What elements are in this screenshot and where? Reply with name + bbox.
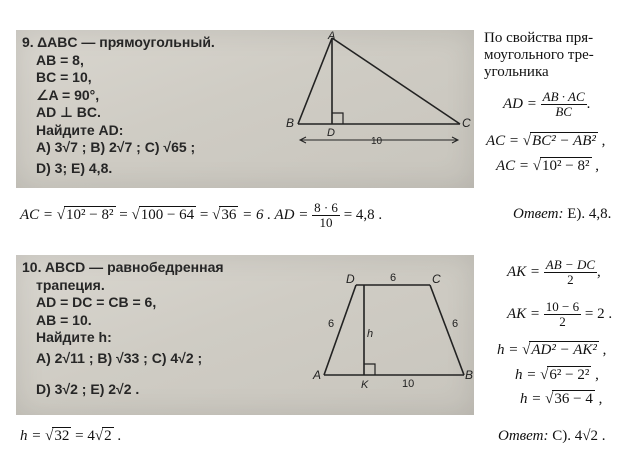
formula-tail: ,: [591, 367, 599, 383]
numerator: AB · AC: [542, 89, 585, 104]
denominator: 10: [319, 215, 333, 230]
formula-tail: ,: [598, 342, 607, 358]
formula-ak: [507, 258, 601, 287]
vertex-label: A: [328, 30, 336, 42]
formula-part: = √: [196, 206, 221, 223]
given-line: ∠A = 90°,: [36, 86, 100, 103]
radicand: 2: [104, 428, 112, 444]
denominator: 2: [567, 272, 574, 287]
numerator: AB − DC: [545, 257, 596, 272]
problem-9-text: [22, 34, 215, 177]
problem-number: 10.: [22, 259, 42, 275]
answer-10: [498, 428, 605, 445]
given-line: AB = 8,: [36, 51, 84, 68]
radicand: 10² − 8²: [66, 206, 114, 223]
answer-9: [513, 206, 611, 223]
vertex-label: B: [465, 368, 474, 382]
radicand: 32: [54, 428, 70, 444]
radicand: 6² − 2²: [549, 367, 590, 383]
options-line: D) 3√2 ; E) 2√2 .: [36, 381, 140, 397]
formula-ac: [486, 133, 605, 150]
formula-tail: = 2 .: [584, 305, 613, 322]
formula-tail: .: [586, 95, 591, 112]
answer-value: C). 4√2 .: [548, 428, 606, 444]
formula-lhs: AK =: [507, 263, 541, 280]
vertex-label: D: [346, 272, 355, 286]
fraction: [312, 201, 340, 230]
triangle-figure: [278, 30, 474, 155]
numerator: 10 − 6: [545, 299, 580, 314]
denominator: 2: [559, 314, 566, 329]
formula-tail: ,: [597, 263, 601, 280]
vertex-label: B: [286, 116, 295, 130]
problem-title: ABCD — равнобедренная: [44, 259, 224, 275]
given-line: BC = 10,: [36, 69, 92, 85]
numerator: 8 · 6: [314, 200, 338, 215]
answer-label: Ответ:: [498, 428, 549, 444]
options-line: A) 3√7 ; B) 2√7 ; C) √65 ;: [36, 139, 196, 155]
problem-10-photo: [16, 255, 474, 415]
formula-part: = 6 . AD =: [238, 206, 309, 223]
problem-title: ΔABC — прямоугольный.: [37, 34, 215, 50]
formula-lhs: AC = √: [496, 158, 542, 174]
formula-lhs: h = √: [520, 391, 554, 407]
note-line: моугольного тре-: [484, 47, 594, 63]
note-line: По свойства пря-: [484, 30, 594, 46]
formula-lhs: AK =: [507, 305, 541, 322]
given-line: AD ⊥ BC.: [36, 104, 101, 120]
problem-number: 9.: [22, 34, 34, 50]
options-line: D) 3; E) 4,8.: [36, 159, 113, 176]
formula-lhs: AD =: [503, 95, 537, 112]
formula-tail: ,: [594, 391, 603, 407]
formula-h: [497, 342, 606, 359]
formula-tail: ,: [597, 133, 606, 149]
radicand: BC² − AB²: [532, 133, 596, 149]
fraction: [544, 258, 597, 287]
formula-lhs: AC = √: [486, 133, 532, 149]
problem-9-photo: [16, 30, 474, 188]
radicand: 36: [221, 206, 237, 223]
formula-ad: [503, 90, 590, 119]
side-length-label: 6: [328, 318, 335, 330]
formula-h-values: [515, 367, 599, 384]
radicand: 100 − 64: [140, 206, 195, 223]
problem-10-text: [22, 259, 224, 399]
vertex-label: D: [327, 127, 335, 139]
question: Найдите AD:: [36, 121, 124, 138]
vertex-label: K: [361, 379, 369, 390]
formula-part: = 4√: [71, 428, 104, 444]
trapezoid-figure: [312, 265, 474, 390]
formula-lhs: h = √: [497, 342, 531, 358]
side-length-label: 10: [402, 378, 415, 390]
formula-h-simplified: [520, 391, 602, 408]
formula-part: AC = √: [20, 206, 66, 223]
vertex-label: C: [462, 116, 471, 130]
answer-label: Ответ:: [513, 206, 564, 222]
formula-tail: ,: [591, 158, 599, 174]
options-line: A) 2√11 ; B) √33 ; C) 4√2 ;: [36, 349, 203, 366]
height-label: h: [367, 328, 374, 340]
given-line: AD = DC = CB = 6,: [36, 294, 157, 310]
problem-title-cont: трапеция.: [36, 276, 105, 293]
formula-part: = 4,8 .: [343, 206, 383, 223]
side-length-label: 10: [371, 136, 383, 147]
radicand: 36 − 4: [554, 391, 593, 407]
question: Найдите h:: [36, 329, 112, 345]
answer-value: E). 4,8.: [563, 206, 612, 222]
solution-9-line: [20, 201, 382, 230]
vertex-label: C: [432, 272, 441, 286]
formula-lhs: h = √: [515, 367, 549, 383]
formula-ak-values: [507, 300, 612, 329]
fraction: [541, 90, 587, 119]
radicand: AD² − AK²: [531, 342, 597, 358]
formula-part: h = √: [20, 428, 54, 444]
given-line: AB = 10.: [36, 311, 92, 328]
formula-part: .: [113, 428, 122, 444]
side-length-label: 6: [390, 272, 397, 284]
formula-ac-values: [496, 158, 599, 175]
vertex-label: A: [313, 368, 322, 382]
radicand: 10² − 8²: [542, 158, 590, 174]
note-line: угольника: [484, 64, 549, 80]
fraction: [544, 300, 581, 329]
side-length-label: 6: [452, 318, 459, 330]
solution-9-note: [484, 30, 594, 81]
solution-10-line: [20, 428, 121, 445]
denominator: BC: [555, 104, 572, 119]
formula-part: = √: [115, 206, 140, 223]
